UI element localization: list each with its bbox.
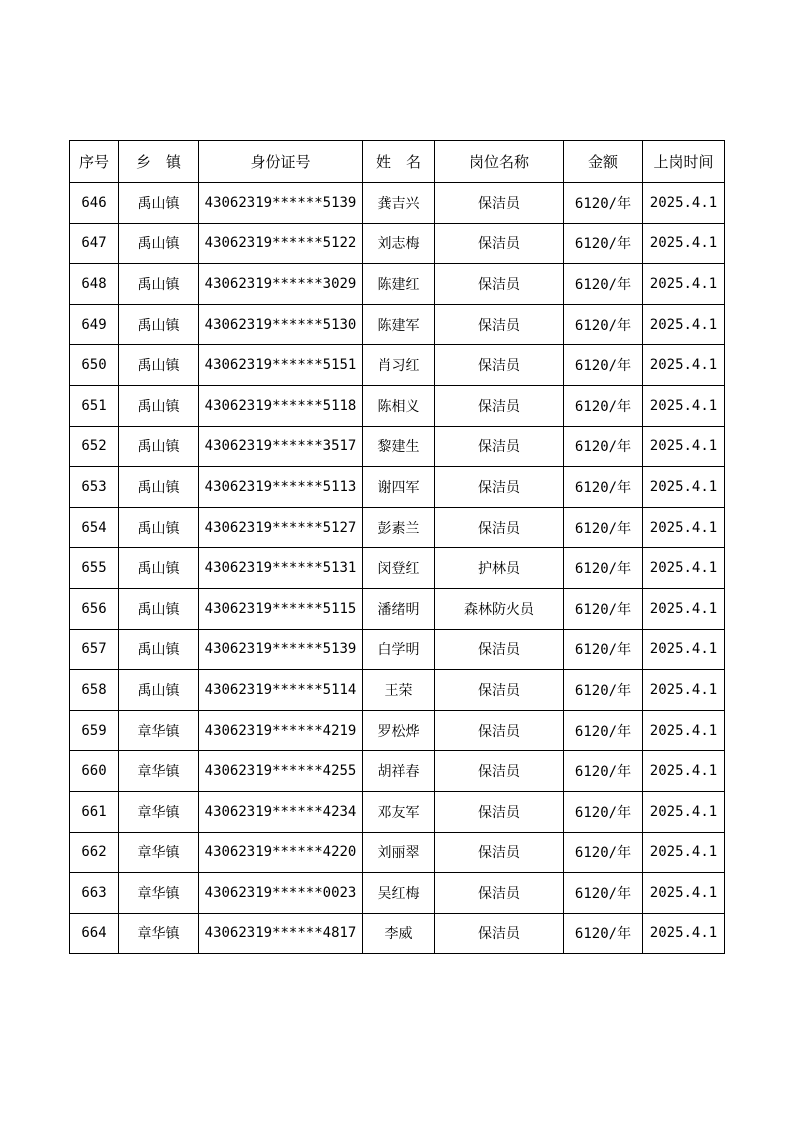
- cell-amount: 6120/年: [564, 588, 643, 629]
- cell-id-number: 43062319******5131: [199, 548, 363, 589]
- table-row: [70, 304, 725, 345]
- cell-start-date: 2025.4.1: [643, 507, 725, 548]
- cell-id-number: 43062319******3029: [199, 264, 363, 305]
- cell-name: 罗松烨: [363, 710, 435, 751]
- cell-seq: 659: [70, 710, 119, 751]
- cell-town: 禹山镇: [119, 629, 199, 670]
- cell-name: 刘志梅: [363, 223, 435, 264]
- cell-start-date: 2025.4.1: [643, 913, 725, 954]
- cell-name: 陈建红: [363, 264, 435, 305]
- cell-id-number: 43062319******3517: [199, 426, 363, 467]
- cell-town: 章华镇: [119, 913, 199, 954]
- cell-post-title: 保洁员: [435, 223, 564, 264]
- cell-post-title: 保洁员: [435, 751, 564, 792]
- cell-amount: 6120/年: [564, 223, 643, 264]
- cell-seq: 658: [70, 670, 119, 711]
- cell-start-date: 2025.4.1: [643, 710, 725, 751]
- cell-town: 章华镇: [119, 832, 199, 873]
- cell-town: 禹山镇: [119, 426, 199, 467]
- cell-name: 邓友军: [363, 791, 435, 832]
- cell-start-date: 2025.4.1: [643, 385, 725, 426]
- cell-amount: 6120/年: [564, 426, 643, 467]
- cell-start-date: 2025.4.1: [643, 629, 725, 670]
- cell-id-number: 43062319******5139: [199, 183, 363, 224]
- cell-seq: 651: [70, 385, 119, 426]
- cell-town: 禹山镇: [119, 507, 199, 548]
- cell-town: 章华镇: [119, 791, 199, 832]
- cell-start-date: 2025.4.1: [643, 345, 725, 386]
- cell-id-number: 43062319******5122: [199, 223, 363, 264]
- cell-id-number: 43062319******5130: [199, 304, 363, 345]
- cell-seq: 653: [70, 467, 119, 508]
- cell-post-title: 保洁员: [435, 345, 564, 386]
- header-id-number: 身份证号: [199, 141, 363, 183]
- cell-start-date: 2025.4.1: [643, 264, 725, 305]
- cell-amount: 6120/年: [564, 710, 643, 751]
- cell-seq: 660: [70, 751, 119, 792]
- cell-amount: 6120/年: [564, 913, 643, 954]
- header-town: 乡 镇: [119, 141, 199, 183]
- cell-name: 李威: [363, 913, 435, 954]
- table-row: [70, 467, 725, 508]
- cell-post-title: 保洁员: [435, 670, 564, 711]
- cell-amount: 6120/年: [564, 467, 643, 508]
- header-seq: 序号: [70, 141, 119, 183]
- table-row: [70, 751, 725, 792]
- cell-name: 黎建生: [363, 426, 435, 467]
- table-body: [70, 183, 725, 954]
- table-row: [70, 670, 725, 711]
- table-row: [70, 629, 725, 670]
- table-row: [70, 507, 725, 548]
- table-row: [70, 264, 725, 305]
- cell-id-number: 43062319******5139: [199, 629, 363, 670]
- cell-amount: 6120/年: [564, 183, 643, 224]
- table-row: [70, 426, 725, 467]
- cell-id-number: 43062319******5118: [199, 385, 363, 426]
- table-header-row: [70, 141, 725, 183]
- cell-start-date: 2025.4.1: [643, 304, 725, 345]
- cell-town: 禹山镇: [119, 304, 199, 345]
- cell-seq: 652: [70, 426, 119, 467]
- cell-id-number: 43062319******5151: [199, 345, 363, 386]
- cell-town: 禹山镇: [119, 183, 199, 224]
- header-name: 姓 名: [363, 141, 435, 183]
- cell-name: 胡祥春: [363, 751, 435, 792]
- cell-name: 陈建军: [363, 304, 435, 345]
- cell-town: 禹山镇: [119, 548, 199, 589]
- table-row: [70, 223, 725, 264]
- cell-seq: 649: [70, 304, 119, 345]
- cell-id-number: 43062319******4220: [199, 832, 363, 873]
- cell-name: 龚吉兴: [363, 183, 435, 224]
- cell-seq: 650: [70, 345, 119, 386]
- cell-id-number: 43062319******4255: [199, 751, 363, 792]
- cell-start-date: 2025.4.1: [643, 467, 725, 508]
- cell-amount: 6120/年: [564, 548, 643, 589]
- cell-seq: 647: [70, 223, 119, 264]
- cell-town: 章华镇: [119, 710, 199, 751]
- cell-seq: 662: [70, 832, 119, 873]
- cell-town: 禹山镇: [119, 670, 199, 711]
- cell-start-date: 2025.4.1: [643, 426, 725, 467]
- header-post-title: 岗位名称: [435, 141, 564, 183]
- table-row: [70, 791, 725, 832]
- cell-post-title: 保洁员: [435, 832, 564, 873]
- cell-amount: 6120/年: [564, 304, 643, 345]
- cell-name: 潘绪明: [363, 588, 435, 629]
- cell-post-title: 保洁员: [435, 304, 564, 345]
- cell-post-title: 保洁员: [435, 710, 564, 751]
- cell-seq: 657: [70, 629, 119, 670]
- cell-amount: 6120/年: [564, 791, 643, 832]
- cell-amount: 6120/年: [564, 345, 643, 386]
- cell-start-date: 2025.4.1: [643, 832, 725, 873]
- cell-id-number: 43062319******5113: [199, 467, 363, 508]
- cell-name: 闵登红: [363, 548, 435, 589]
- cell-id-number: 43062319******4219: [199, 710, 363, 751]
- cell-name: 彭素兰: [363, 507, 435, 548]
- cell-id-number: 43062319******5114: [199, 670, 363, 711]
- cell-amount: 6120/年: [564, 832, 643, 873]
- table-row: [70, 913, 725, 954]
- cell-amount: 6120/年: [564, 751, 643, 792]
- cell-post-title: 保洁员: [435, 873, 564, 914]
- cell-post-title: 保洁员: [435, 913, 564, 954]
- cell-name: 王荣: [363, 670, 435, 711]
- cell-seq: 664: [70, 913, 119, 954]
- cell-start-date: 2025.4.1: [643, 670, 725, 711]
- cell-name: 陈相义: [363, 385, 435, 426]
- cell-town: 禹山镇: [119, 264, 199, 305]
- table-row: [70, 345, 725, 386]
- cell-post-title: 保洁员: [435, 264, 564, 305]
- cell-amount: 6120/年: [564, 670, 643, 711]
- cell-seq: 648: [70, 264, 119, 305]
- cell-amount: 6120/年: [564, 264, 643, 305]
- cell-start-date: 2025.4.1: [643, 791, 725, 832]
- cell-amount: 6120/年: [564, 507, 643, 548]
- cell-seq: 654: [70, 507, 119, 548]
- cell-id-number: 43062319******4234: [199, 791, 363, 832]
- cell-post-title: 保洁员: [435, 507, 564, 548]
- cell-name: 白学明: [363, 629, 435, 670]
- header-amount: 金额: [564, 141, 643, 183]
- cell-town: 章华镇: [119, 751, 199, 792]
- cell-post-title: 保洁员: [435, 183, 564, 224]
- cell-id-number: 43062319******0023: [199, 873, 363, 914]
- cell-name: 谢四军: [363, 467, 435, 508]
- cell-name: 肖习红: [363, 345, 435, 386]
- cell-amount: 6120/年: [564, 385, 643, 426]
- cell-post-title: 保洁员: [435, 629, 564, 670]
- cell-seq: 661: [70, 791, 119, 832]
- cell-name: 刘丽翠: [363, 832, 435, 873]
- cell-town: 禹山镇: [119, 385, 199, 426]
- cell-seq: 646: [70, 183, 119, 224]
- cell-seq: 656: [70, 588, 119, 629]
- cell-seq: 655: [70, 548, 119, 589]
- cell-start-date: 2025.4.1: [643, 183, 725, 224]
- cell-post-title: 保洁员: [435, 426, 564, 467]
- roster-table: [69, 140, 725, 954]
- cell-post-title: 保洁员: [435, 467, 564, 508]
- cell-post-title: 保洁员: [435, 385, 564, 426]
- table-row: [70, 385, 725, 426]
- cell-town: 章华镇: [119, 873, 199, 914]
- table-row: [70, 832, 725, 873]
- cell-seq: 663: [70, 873, 119, 914]
- cell-start-date: 2025.4.1: [643, 223, 725, 264]
- cell-town: 禹山镇: [119, 588, 199, 629]
- cell-post-title: 森林防火员: [435, 588, 564, 629]
- header-start-date: 上岗时间: [643, 141, 725, 183]
- cell-name: 吴红梅: [363, 873, 435, 914]
- cell-id-number: 43062319******4817: [199, 913, 363, 954]
- cell-post-title: 护林员: [435, 548, 564, 589]
- cell-amount: 6120/年: [564, 873, 643, 914]
- cell-town: 禹山镇: [119, 467, 199, 508]
- cell-amount: 6120/年: [564, 629, 643, 670]
- table-row: [70, 183, 725, 224]
- cell-post-title: 保洁员: [435, 791, 564, 832]
- cell-id-number: 43062319******5127: [199, 507, 363, 548]
- table-row: [70, 588, 725, 629]
- cell-id-number: 43062319******5115: [199, 588, 363, 629]
- table-row: [70, 873, 725, 914]
- cell-start-date: 2025.4.1: [643, 548, 725, 589]
- table-row: [70, 710, 725, 751]
- cell-start-date: 2025.4.1: [643, 588, 725, 629]
- cell-town: 禹山镇: [119, 223, 199, 264]
- cell-start-date: 2025.4.1: [643, 751, 725, 792]
- table-row: [70, 548, 725, 589]
- cell-town: 禹山镇: [119, 345, 199, 386]
- cell-start-date: 2025.4.1: [643, 873, 725, 914]
